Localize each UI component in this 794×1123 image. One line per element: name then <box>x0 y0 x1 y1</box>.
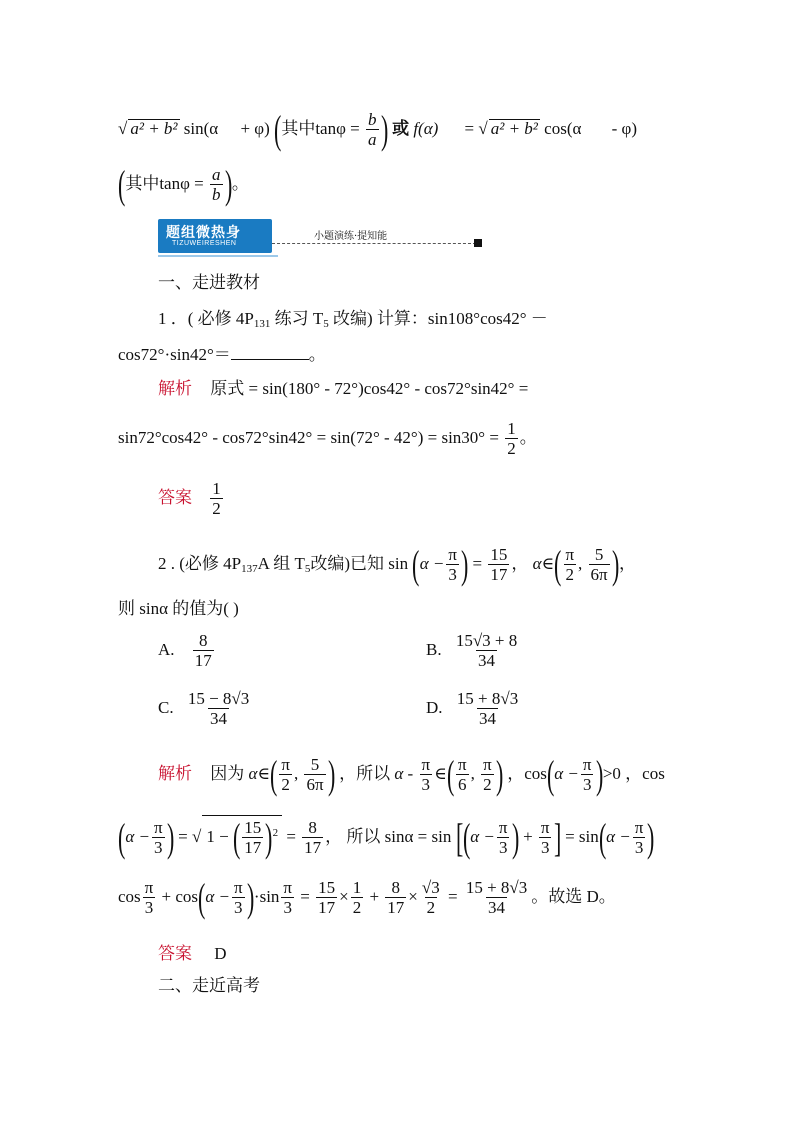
period: 。 <box>519 427 537 447</box>
sol-text-c: ，cos <box>507 763 547 783</box>
q2-line2: 则 sinα 的值为( ) <box>118 599 239 618</box>
cos-text: cos(α <box>544 118 582 138</box>
eq-text: = <box>464 118 475 138</box>
frac-den: 2 <box>507 438 516 458</box>
option-c[interactable] <box>158 690 253 728</box>
q2-sub2: 5 <box>304 562 311 575</box>
section-heading-1: 一、走进教材 <box>158 273 260 293</box>
frac-den: 17 <box>194 650 212 670</box>
option-label: A. <box>158 639 175 659</box>
q1-line1 <box>158 310 548 330</box>
q1-sub1: 131 <box>253 318 271 330</box>
frac-num: 15 − 8√3 <box>187 689 250 708</box>
f-text: f(α) <box>413 118 439 138</box>
sol-text-e: 所以 sinα = sin <box>346 826 452 846</box>
frac-num: 1 <box>212 479 221 498</box>
condition-text-2: 其中tanφ = <box>125 173 204 193</box>
frac-num: π <box>565 545 575 565</box>
banner-right-text: 小题演练·提知能 <box>314 231 388 242</box>
sol-text-g: 。故选 D。 <box>531 886 616 906</box>
section-heading-2: 二、走近高考 <box>158 976 260 996</box>
q2-text-c: 改编)已知 sin <box>310 553 409 573</box>
q2-solution-line1: 解析 因为 α∈( $\frac{\pi}{2}$ , $\frac{5}{6\pi}$ ) ，所以 α - $\frac{\pi}{3}$ ∈( $\frac{\pi}{6}$ , $\frac{\pi}{2}$ ) ，cos(α − $\frac{\pi}{3}$ )>0 ，cos <box>158 752 665 797</box>
q2-line1: 2 . (必修 $4P_{137}A$ 组 $T_5$改编)已知 sin (α − $\frac{\pi}{3}$ ) = $\frac{15}{17}$ ， α∈( $\frac{\pi}{2}$ , $\frac{5}{6\pi}$ )， <box>158 542 636 587</box>
frac-num: π <box>448 545 457 565</box>
solution-label: 解析 <box>158 379 192 399</box>
formula-line-2: (其中tanφ = $\frac{a}{b}$ )。 <box>117 162 249 207</box>
q1-solution-line2 <box>118 420 537 458</box>
answer-blank <box>231 345 309 360</box>
sol-text-f: = sin <box>565 826 599 846</box>
q1-solution-line1 <box>158 380 528 398</box>
phi-text: + φ) <box>240 118 270 138</box>
option-b[interactable] <box>426 632 521 670</box>
banner-dash <box>272 243 476 244</box>
q1-text-a: 1 ．( 必修 4P <box>158 309 254 328</box>
alpha-in: α∈ <box>532 553 555 573</box>
frac-den: 3 <box>448 565 457 584</box>
alpha: α − <box>419 553 445 573</box>
eq: = <box>472 553 483 573</box>
q2-solution-line3: cos $\frac{\pi}{3}$ + cos(α − $\frac{\pi}{3}$ )·sin $\frac{\pi}{3}$ = $\frac{15}{17}$ × $\frac{1}{2}$ + $\frac{8}{17}$ × $\frac{√3}{2}$ = $\frac{15 + 8√3}{34}$ 。故选 D。 <box>118 875 616 920</box>
q1-text-c: 改编) 计算：sin108°cos42° － <box>328 309 548 328</box>
solution-text-2: sin72°cos42° - cos72°sin42° = sin(72° - 42°) = sin30° = <box>118 427 499 447</box>
frac-num: b <box>368 110 377 130</box>
solution-text: 原式 = sin(180° - 72°)cos42° - cos72°sin42° = <box>210 379 529 398</box>
sqrt-term: a² + b² <box>130 118 178 138</box>
option-label: B. <box>426 639 442 659</box>
section-banner <box>158 219 484 261</box>
q2-answer <box>158 945 227 963</box>
q1-answer <box>158 480 225 518</box>
frac-num: 15 + 8√3 <box>456 689 519 708</box>
q1-text-b: 练习 T <box>270 309 324 328</box>
period: 。 <box>308 345 326 364</box>
banner-square <box>474 239 482 247</box>
option-d[interactable] <box>426 690 522 728</box>
comma: ， <box>618 553 636 573</box>
frac-num: 15√3 + 8 <box>455 631 518 650</box>
frac-num: a <box>212 165 221 185</box>
frac-den: 34 <box>478 708 496 728</box>
sol-text-b: ，所以 <box>339 763 391 783</box>
frac-den: 17 <box>490 565 508 584</box>
frac-num: 1 <box>507 419 516 438</box>
phi2-text: - φ) <box>611 118 638 138</box>
frac-den: 2 <box>212 498 221 518</box>
frac-den: a <box>368 130 377 149</box>
frac-num: 15 <box>490 545 508 565</box>
or-text: 或 <box>392 118 410 138</box>
formula-line-1: √ a² + b² sin(α + φ) (其中tanφ = $\frac{b}{a}$ ) 或 f(α) = √ a² + b² cos(α - φ) <box>118 107 638 152</box>
frac-den: 6π <box>590 565 608 584</box>
sol-text-d: >0 ，cos <box>602 763 665 783</box>
option-label: D. <box>426 697 443 717</box>
option-a[interactable] <box>158 632 216 670</box>
q1-expr: cos72°·sin42°＝ <box>118 345 231 364</box>
frac-den: b <box>212 185 221 204</box>
q2-text-a: 2 . (必修 4P <box>158 553 242 573</box>
option-label: C. <box>158 697 174 717</box>
sqrt-term-2: a² + b² <box>490 118 538 138</box>
answer-label: 答案 <box>158 944 192 964</box>
period: 。 <box>231 173 249 193</box>
banner-subtitle: TIZUWEIRESHEN <box>172 240 237 247</box>
q1-line2 <box>118 345 326 363</box>
q2-sub: 137 <box>241 562 258 575</box>
frac-den: 34 <box>478 650 496 670</box>
banner-underline <box>158 255 278 257</box>
q2-text-b: A 组 T <box>257 553 305 573</box>
frac-den: 2 <box>565 565 574 584</box>
comma: ， <box>511 553 529 573</box>
q2-solution-line2: (α − $\frac{\pi}{3}$ ) = √ 1 − ( $\frac{15}{17}$ )$^2$ = $\frac{8}{17}$ ， 所以 sinα = sin [(α − $\frac{\pi}{3}$ ) + $\frac{\pi}{3}$ ] = sin(α − $\frac{\pi}{3}$ ) <box>117 815 655 860</box>
frac-num: 8 <box>199 631 208 650</box>
answer-label: 答案 <box>158 487 192 508</box>
sin-text: sin(α <box>183 118 219 138</box>
answer-value: D <box>214 944 227 963</box>
banner-tag <box>158 219 272 253</box>
condition-text: 其中tanφ = <box>281 118 360 138</box>
sol-text: 因为 <box>210 763 245 783</box>
frac-den: 34 <box>210 708 228 728</box>
solution-label: 解析 <box>158 763 192 784</box>
banner-title: 题组微热身 <box>166 225 241 241</box>
frac-num: 5 <box>594 545 604 565</box>
q1-sub2: 5 <box>323 318 329 330</box>
